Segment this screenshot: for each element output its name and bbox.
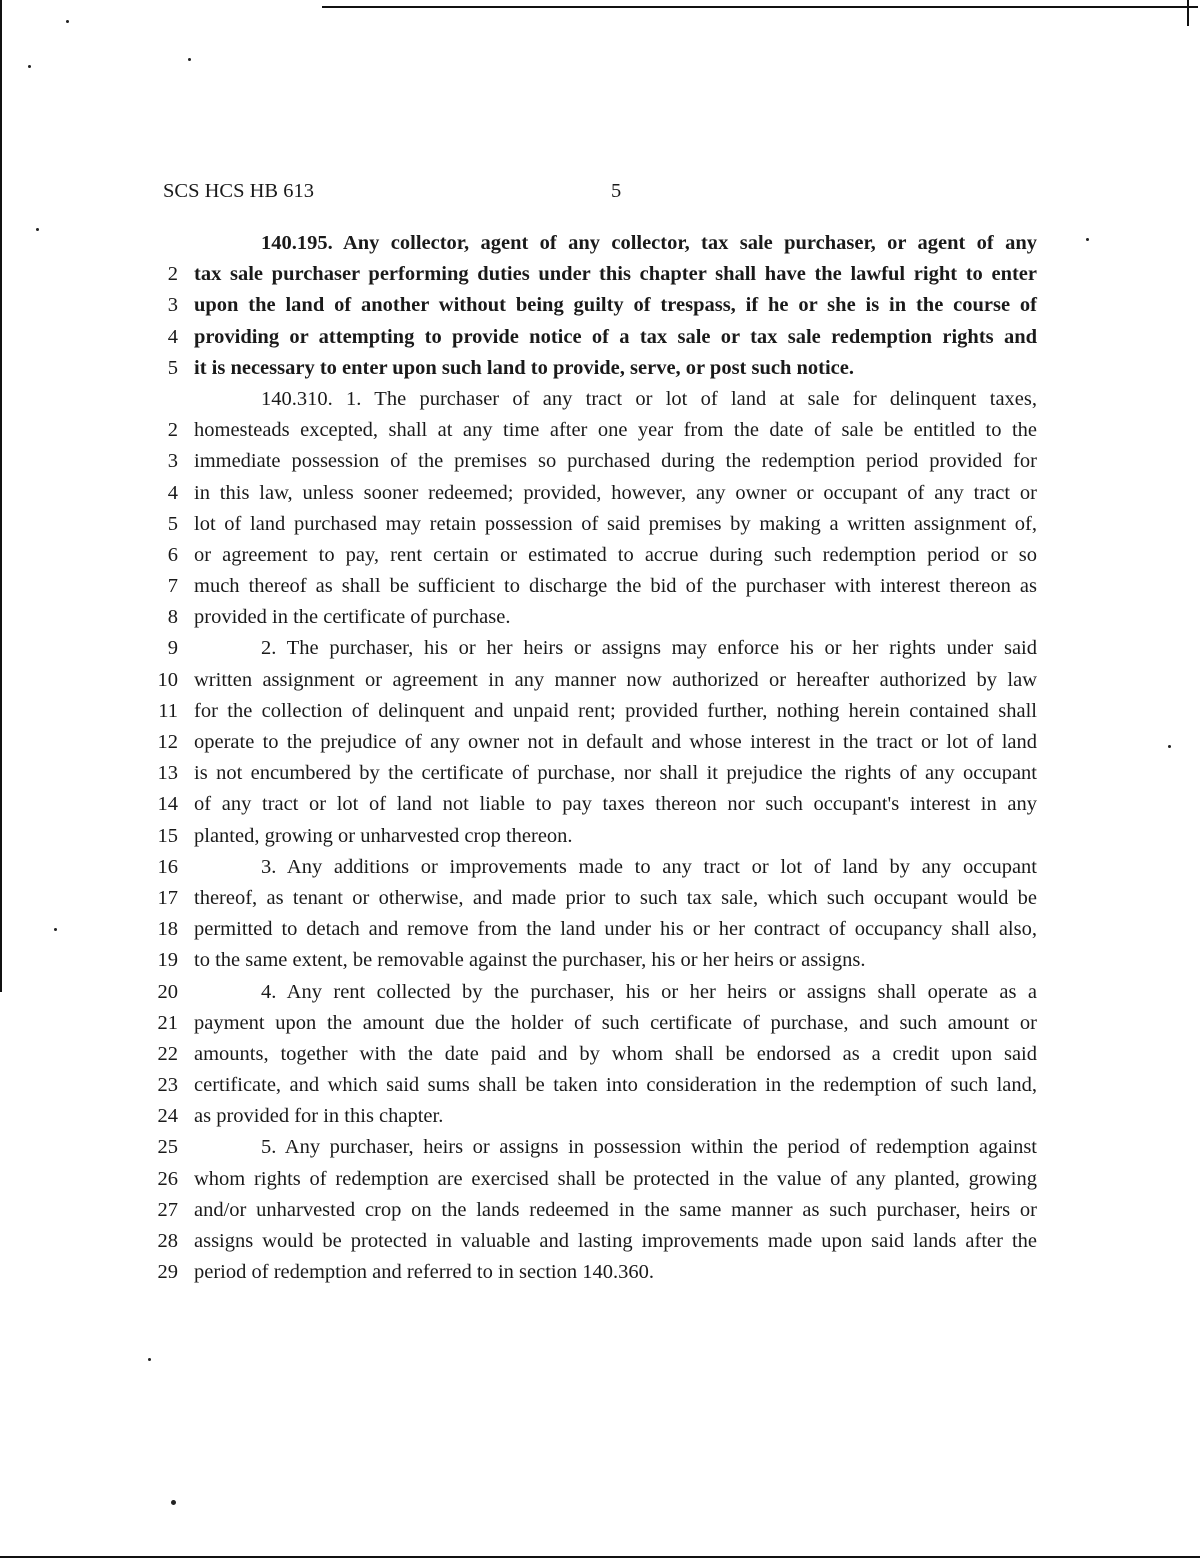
scan-speck [171,1500,176,1505]
line-number: 28 [157,1230,178,1252]
line-text: homesteads excepted, shall at any time after one year from the date of sale be entitled to the [194,419,1037,442]
line-number: 7 [167,575,178,598]
page-number: 5 [611,180,622,202]
line-number: 24 [157,1105,178,1128]
line-number: 4 [167,481,178,504]
line-text: providing or attempting to provide notice of a tax sale or tax sale redemption rights and [194,325,1037,348]
text-line [0,665,1200,696]
text-line [0,478,1200,509]
line-number: 12 [157,731,178,753]
line-number: 3 [167,450,178,473]
text-line [0,914,1200,945]
line-text: much thereof as shall be sufficient to discharge the bid of the purchaser with interest thereon as [194,575,1037,598]
text-line [0,1132,1200,1163]
line-text: tax sale purchaser performing duties under this chapter shall have the lawful right to enter [194,263,1037,286]
line-number: 19 [157,949,178,972]
text-line [0,1039,1200,1070]
line-number: 11 [158,699,178,722]
scan-border-bottom [0,1556,1200,1558]
text-line [0,789,1200,820]
line-number: 3 [167,294,178,317]
line-number: 2 [167,263,178,286]
scan-border-top [322,6,1198,8]
text-line [0,384,1200,415]
text-line [0,259,1200,290]
line-text: or agreement to pay, rent certain or estimated to accrue during such redemption period or so [194,543,1037,566]
line-number: 14 [157,793,178,816]
line-number: 18 [157,918,178,941]
text-line [0,696,1200,727]
text-line [0,228,1200,259]
text-line [0,1226,1200,1257]
line-number: 17 [157,886,178,909]
line-text: period of redemption and referred to in section 140.360. [194,1261,654,1284]
line-text: to the same extent, be removable against the purchaser, his or her heirs or assigns. [194,949,866,972]
text-line [0,883,1200,914]
text-line [0,633,1200,664]
line-number: 13 [157,762,178,785]
line-number: 26 [157,1167,178,1190]
line-text: 140.310. 1. The purchaser of any tract or lot of land at sale for delinquent taxes, [261,387,1037,410]
line-text: 2. The purchaser, his or her heirs or assigns may enforce his or her rights under said [261,637,1037,660]
line-number: 23 [157,1074,178,1097]
line-text: whom rights of redemption are exercised shall be protected in the value of any planted, growing [194,1167,1037,1190]
line-text: of any tract or lot of land not liable to pay taxes thereon nor such occupant's interest in any [194,793,1037,816]
line-text: as provided for in this chapter. [194,1105,444,1128]
scan-speck [148,1358,151,1361]
scan-speck [28,65,31,68]
text-line [0,540,1200,571]
line-number: 2 [167,419,178,442]
line-text: 5. Any purchaser, heirs or assigns in possession within the period of redemption against [261,1136,1037,1159]
text-line [0,571,1200,602]
line-text: upon the land of another without being guilty of trespass, if he or she is in the course of [194,294,1037,317]
text-line [0,1070,1200,1101]
line-text: assigns would be protected in valuable and lasting improvements made upon said lands after the [194,1230,1037,1252]
text-line [0,290,1200,321]
line-text: planted, growing or unharvested crop thereon. [194,824,573,847]
line-number: 6 [167,543,178,566]
text-line [0,1164,1200,1195]
text-line [0,415,1200,446]
line-text: 4. Any rent collected by the purchaser, his or her heirs or assigns shall operate as a [261,980,1037,1003]
text-line [0,602,1200,633]
line-number: 15 [157,824,178,847]
text-line [0,509,1200,540]
text-line [0,1257,1200,1288]
text-line [0,446,1200,477]
text-line [0,977,1200,1008]
line-text: immediate possession of the premises so purchased during the redemption period provided for [194,450,1037,473]
line-text: provided in the certificate of purchase. [194,606,511,629]
document-body [0,228,1200,1288]
line-number: 4 [167,325,178,348]
scan-border-right [1187,0,1189,26]
line-number: 16 [157,855,178,878]
line-number: 10 [157,668,178,691]
line-number: 21 [157,1011,178,1034]
line-number: 9 [167,637,178,660]
line-text: it is necessary to enter upon such land to provide, serve, or post such notice. [194,356,854,379]
text-line [0,1008,1200,1039]
line-text: is not encumbered by the certificate of purchase, nor shall it prejudice the rights of any occupant [194,762,1037,785]
line-text: 3. Any additions or improvements made to any tract or lot of land by any occupant [261,855,1037,878]
line-text: in this law, unless sooner redeemed; provided, however, any owner or occupant of any tract or [194,481,1037,504]
line-text: 140.195. Any collector, agent of any collector, tax sale purchaser, or agent of any [261,232,1037,254]
text-line [0,758,1200,789]
text-line [0,1195,1200,1226]
text-line [0,852,1200,883]
line-number: 5 [167,512,178,535]
line-number: 20 [157,980,178,1003]
line-text: certificate, and which said sums shall be taken into consideration in the redemption of such land, [194,1074,1037,1097]
line-number: 8 [167,606,178,629]
text-line [0,945,1200,976]
line-number: 5 [167,356,178,379]
line-text: amounts, together with the date paid and by whom shall be endorsed as a credit upon said [194,1042,1037,1065]
text-line [0,353,1200,384]
text-line [0,322,1200,353]
line-text: written assignment or agreement in any manner now authorized or hereafter authorized by law [194,668,1037,691]
bill-identifier: SCS HCS HB 613 [163,180,314,202]
line-text: for the collection of delinquent and unpaid rent; provided further, nothing herein contained shall [194,699,1037,722]
line-text: lot of land purchased may retain possession of said premises by making a written assignment of, [194,512,1037,535]
line-number: 22 [157,1042,178,1065]
line-number: 27 [157,1198,178,1221]
line-text: and/or unharvested crop on the lands redeemed in the same manner as such purchaser, heirs or [194,1198,1037,1221]
line-text: permitted to detach and remove from the land under his or her contract of occupancy shall also, [194,918,1037,941]
text-line [0,1101,1200,1132]
line-text: thereof, as tenant or otherwise, and made prior to such tax sale, which such occupant would be [194,886,1037,909]
line-number: 29 [157,1261,178,1284]
scan-speck [188,58,191,61]
scan-speck [66,20,69,23]
text-line [0,727,1200,758]
line-text: payment upon the amount due the holder of such certificate of purchase, and such amount or [194,1011,1037,1034]
text-line [0,821,1200,852]
line-text: operate to the prejudice of any owner not in default and whose interest in the tract or lot of land [194,731,1037,753]
line-number: 25 [157,1136,178,1159]
